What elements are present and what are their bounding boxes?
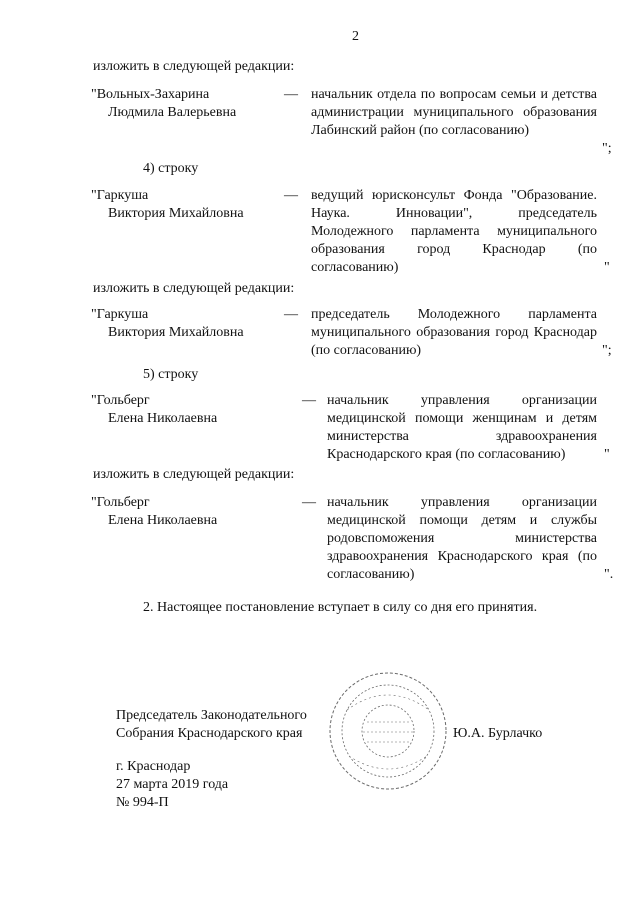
member-position: ведущий юрисконсульт Фонда "Образование. Наука. Инновации", председатель Молодежного парламента муниципального образования город Краснодар (по согласованию): [311, 188, 597, 275]
member-surname: "Гольберг: [91, 393, 150, 408]
member-surname: "Вольных-Захарина: [91, 87, 210, 102]
member-position: начальник управления организации медицинской помощи женщинам и детям министерства здравоохранения Краснодарского края (по согласованию): [327, 393, 597, 462]
closing-quote: ": [604, 447, 610, 462]
clause-paragraph: 2. Настоящее постановление вступает в силу со дня его принятия.: [143, 600, 538, 615]
footer-city: г. Краснодар: [116, 759, 191, 774]
item-label: 4) строку: [143, 161, 199, 176]
member-surname: "Гаркуша: [91, 188, 149, 203]
member-name: Елена Николаевна: [108, 411, 218, 426]
page-number: 2: [352, 29, 359, 44]
signatory-title-line1: Председатель Законодательного: [116, 708, 307, 723]
member-name: Виктория Михайловна: [108, 206, 244, 221]
signatory-name: Ю.А. Бурлачко: [453, 726, 543, 741]
dash-separator: —: [284, 188, 298, 203]
dash-separator: —: [284, 307, 298, 322]
footer-date: 27 марта 2019 года: [116, 777, 229, 792]
intro-line: изложить в следующей редакции:: [93, 467, 295, 482]
closing-quote: ": [604, 260, 610, 275]
footer-number: № 994-П: [116, 795, 169, 810]
intro-line: изложить в следующей редакции:: [93, 59, 295, 74]
official-stamp: [327, 670, 449, 792]
member-position: председатель Молодежного парламента муниципального образования город Краснодар (по согласованию): [311, 307, 597, 358]
member-name: Людмила Валерьевна: [108, 105, 237, 120]
dash-separator: —: [302, 495, 316, 510]
item-label: 5) строку: [143, 367, 199, 382]
dash-separator: —: [302, 393, 316, 408]
closing-quote: ";: [602, 141, 612, 156]
member-name: Елена Николаевна: [108, 513, 218, 528]
dash-separator: —: [284, 87, 298, 102]
closing-quote: ";: [602, 343, 612, 358]
signatory-title-line2: Собрания Краснодарского края: [116, 726, 303, 741]
member-surname: "Гаркуша: [91, 307, 149, 322]
member-surname: "Гольберг: [91, 495, 150, 510]
intro-line: изложить в следующей редакции:: [93, 281, 295, 296]
member-position: начальник управления организации медицинской помощи детям и службы родовспоможения министерства здравоохранения Краснодарского края (по согласованию): [327, 495, 597, 582]
member-position: начальник отдела по вопросам семьи и детства администрации муниципального образования Лабинский район (по согласованию): [311, 87, 597, 138]
closing-quote: ".: [604, 567, 614, 582]
member-name: Виктория Михайловна: [108, 325, 244, 340]
